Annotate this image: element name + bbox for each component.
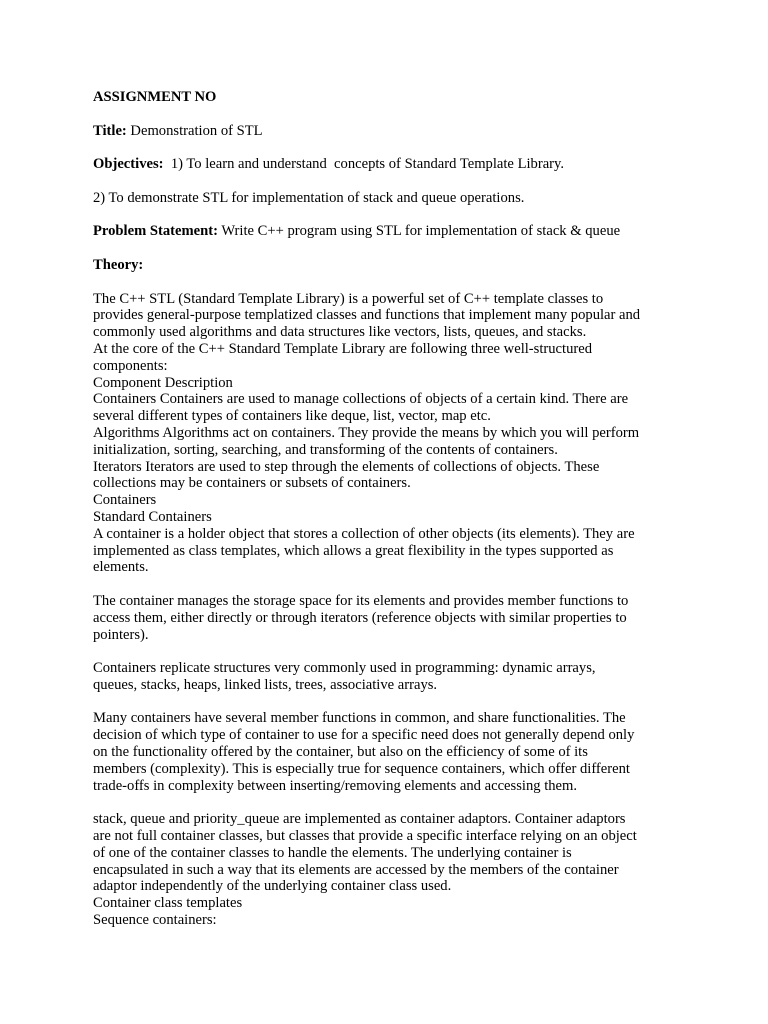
body-line: Containers replicate structures very commonly used in programming: dynamic arrays, <box>93 660 596 677</box>
body-line: Sequence containers: <box>93 912 217 929</box>
body-line: The C++ STL (Standard Template Library) is a powerful set of C++ template classes to <box>93 290 604 307</box>
body-line: Algorithms Algorithms act on containers. They provide the means by which you will perform <box>93 424 640 441</box>
body-line: Many containers have several member functions in common, and share functionalities. The <box>93 710 626 727</box>
body-line: elements. <box>93 559 149 576</box>
objective-item-2: 2) To demonstrate STL for implementation of stack and queue operations. <box>93 189 525 206</box>
problem-statement-line <box>93 223 693 240</box>
body-line: implemented as class templates, which allows a great flexibility in the types supported as <box>93 542 614 559</box>
body-line: several different types of containers like deque, list, vector, map etc. <box>93 408 491 425</box>
body-line: access them, either directly or through iterators (reference objects with similar properties to <box>93 609 627 626</box>
body-line: queues, stacks, heaps, linked lists, trees, associative arrays. <box>93 676 438 693</box>
body-line: Iterators Iterators are used to step through the elements of collections of objects. These <box>93 458 600 475</box>
body-line: stack, queue and priority_queue are implemented as container adaptors. Container adaptors <box>93 811 626 828</box>
body-line: Standard Containers <box>93 508 212 525</box>
assignment-heading: ASSIGNMENT NO <box>93 89 217 105</box>
body-line: initialization, sorting, searching, and transforming of the contents of containers. <box>93 441 558 458</box>
problem-label: Problem Statement: <box>93 223 218 240</box>
theory-body <box>93 291 693 929</box>
body-line: of one of the container classes to handle the elements. The underlying container is <box>93 844 572 861</box>
body-line: members (complexity). This is especially true for sequence containers, which offer different <box>93 760 630 777</box>
body-line: trade-offs in complexity between inserting/removing elements and accessing them. <box>93 777 578 794</box>
body-line: Containers <box>93 492 157 509</box>
body-line: adaptor independently of the underlying container class used. <box>93 878 452 895</box>
body-line: The container manages the storage space for its elements and provides member functions to <box>93 592 629 609</box>
body-line: collections may be containers or subsets of containers. <box>93 475 411 492</box>
title-label: Title: <box>93 122 127 139</box>
body-line: A container is a holder object that stores a collection of other objects (its elements). They are <box>93 525 635 542</box>
body-line: provides general-purpose templatized classes and functions that implement many popular and <box>93 307 641 324</box>
body-line: commonly used algorithms and data structures like vectors, lists, queues, and stacks. <box>93 324 587 341</box>
body-line: are not full container classes, but classes that provide a specific interface relying on an object <box>93 828 637 845</box>
title-line <box>93 123 693 140</box>
objectives-label: Objectives: <box>93 156 164 173</box>
body-line: on the functionality offered by the container, but also on the efficiency of some of its <box>93 744 588 761</box>
title-value: Demonstration of STL <box>126 122 263 139</box>
objectives-line <box>93 156 693 173</box>
problem-value: Write C++ program using STL for implementation of stack & queue <box>217 223 621 240</box>
document-page <box>93 89 693 929</box>
body-line: encapsulated in such a way that its elements are accessed by the members of the container <box>93 861 619 878</box>
body-line: components: <box>93 357 168 374</box>
body-line: At the core of the C++ Standard Template Library are following three well-structured <box>93 340 593 357</box>
body-line: decision of which type of container to use for a specific need does not generally depend only <box>93 727 635 744</box>
body-line: Component Description <box>93 374 233 391</box>
body-line: pointers). <box>93 626 149 643</box>
objective-item-1: 1) To learn and understand concepts of Standard Template Library. <box>163 156 565 173</box>
body-line: Containers Containers are used to manage collections of objects of a certain kind. There are <box>93 391 629 408</box>
theory-heading: Theory: <box>93 256 144 273</box>
body-line: Container class templates <box>93 895 243 912</box>
